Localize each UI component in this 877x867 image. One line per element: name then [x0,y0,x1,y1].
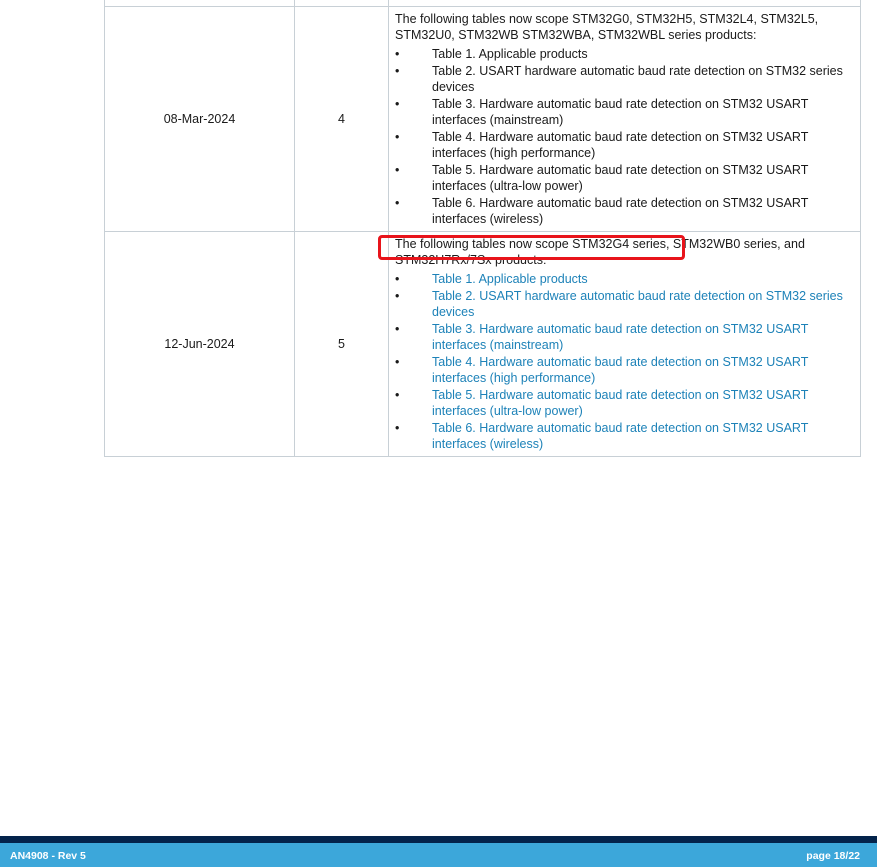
changes-cell [389,232,861,457]
bullet-icon: • [395,130,400,144]
list-item-text: Table 3. Hardware automatic baud rate detection on STM32 USART interfaces (mainstream) [432,97,809,127]
date-cell: 12-Jun-2024 [105,232,295,457]
revision-history-table [104,0,861,457]
bullet-icon: • [395,289,400,303]
changes-intro: The following tables now scope STM32G0, STM32H5, STM32L4, STM32L5, STM32U0, STM32WB STM32WBA, STM32WBL series products: [395,12,819,42]
bullet-icon: • [395,421,400,435]
table-5-link[interactable]: Table 5. Hardware automatic baud rate detection on STM32 USART interfaces (ultra-low power) [432,388,809,418]
bullet-icon: • [395,272,400,286]
list-item[interactable] [395,354,854,386]
changes-cell [389,7,861,232]
bullet-icon: • [395,355,400,369]
list-item-text: Table 4. Hardware automatic baud rate detection on STM32 USART interfaces (high performance) [432,130,809,160]
list-item[interactable] [395,288,854,320]
table-2-link[interactable]: Table 2. USART hardware automatic baud rate detection on STM32 series devices [432,289,843,319]
list-item [395,63,854,95]
list-item [395,96,854,128]
list-item[interactable] [395,271,854,287]
list-item [395,129,854,161]
list-item[interactable] [395,387,854,419]
table-1-link[interactable]: Table 1. Applicable products [432,272,588,286]
list-item-text: Table 5. Hardware automatic baud rate detection on STM32 USART interfaces (ultra-low power) [432,163,809,193]
list-item-text: Table 2. USART hardware automatic baud rate detection on STM32 series devices [432,64,843,94]
date-cell: 08-Mar-2024 [105,7,295,232]
list-item[interactable] [395,321,854,353]
bullet-icon: • [395,163,400,177]
bullet-icon: • [395,97,400,111]
page-footer [0,843,877,867]
list-item-text: Table 1. Applicable products [432,47,588,61]
changes-intro: The following tables now scope STM32G4 series, STM32WB0 series, and STM32H7Rx/7Sx products: [395,237,805,267]
footer-divider [0,836,877,843]
red-highlight-annotation [378,235,685,260]
bullet-icon: • [395,64,400,78]
table-4-link[interactable]: Table 4. Hardware automatic baud rate detection on STM32 USART interfaces (high performance) [432,355,809,385]
bullet-icon: • [395,322,400,336]
bullet-icon: • [395,47,400,61]
revision-cell: 5 [295,232,389,457]
table-3-link[interactable]: Table 3. Hardware automatic baud rate detection on STM32 USART interfaces (mainstream) [432,322,809,352]
bullet-icon: • [395,196,400,210]
table-list [395,46,854,227]
list-item [395,162,854,194]
list-item-text: Table 6. Hardware automatic baud rate detection on STM32 USART interfaces (wireless) [432,196,809,226]
page-number: page 18/22 [806,850,860,862]
document-id: AN4908 - Rev 5 [10,850,86,862]
revision-cell: 4 [295,7,389,232]
list-item [395,195,854,227]
table-row-rev5 [105,232,861,457]
list-item [395,46,854,62]
table-6-link[interactable]: Table 6. Hardware automatic baud rate detection on STM32 USART interfaces (wireless) [432,421,809,451]
bullet-icon: • [395,388,400,402]
table-list [395,271,854,452]
table-row-rev4 [105,7,861,232]
list-item[interactable] [395,420,854,452]
